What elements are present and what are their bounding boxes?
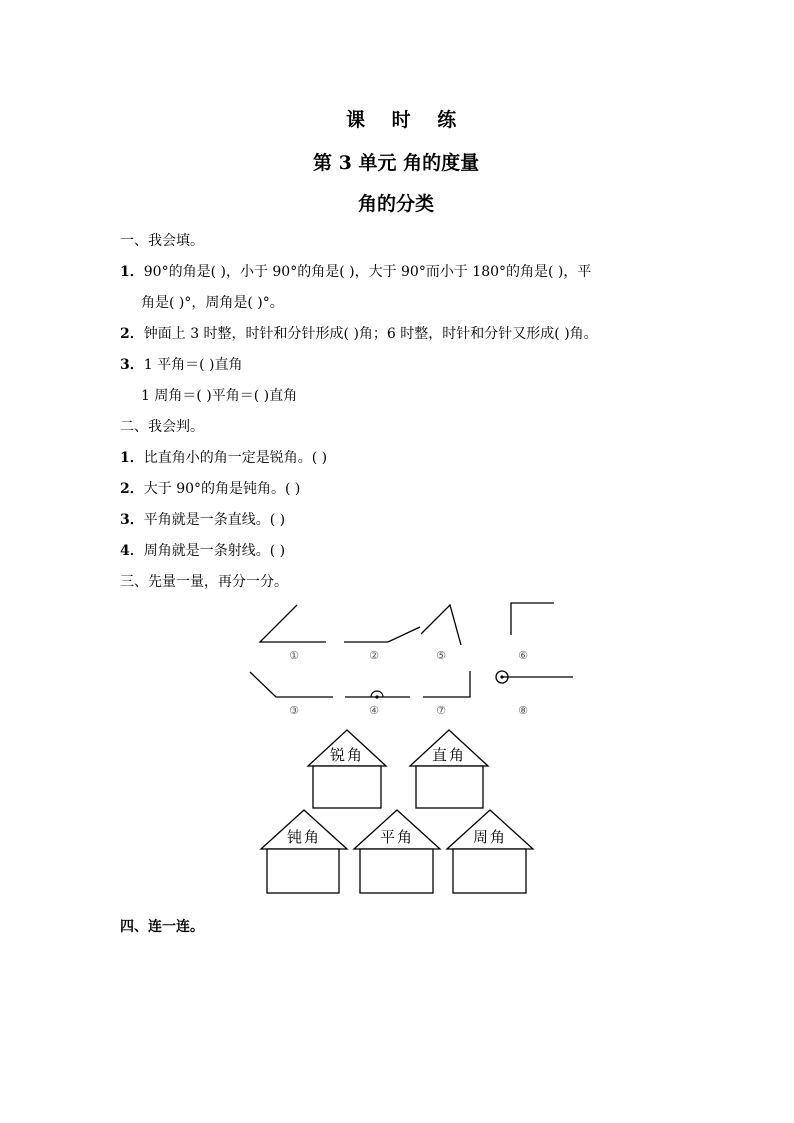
question-number: 1． xyxy=(120,264,144,280)
section-4-heading: 四、连一连。 xyxy=(120,919,204,935)
house-label-right: 直角 xyxy=(431,746,467,764)
house-straight-body xyxy=(360,849,433,893)
angle-2-shape xyxy=(344,627,420,642)
angle-7-shape xyxy=(423,671,470,697)
house-acute-body xyxy=(313,766,381,808)
item-number: 3． xyxy=(120,512,144,528)
item-text: 平角就是一条直线。( ) xyxy=(143,512,286,528)
house-right-body xyxy=(416,766,483,808)
question-3-line-2: 1 周角＝( )平角＝( )直角 xyxy=(141,388,298,404)
angle-1-shape xyxy=(260,605,326,642)
item-text: 周角就是一条射线。( ) xyxy=(143,543,286,559)
section-3-heading: 三、先量一量，再分一分。 xyxy=(120,574,288,590)
house-label-acute: 锐角 xyxy=(329,746,365,764)
title-char-2: 时 xyxy=(391,109,411,131)
house-round-body xyxy=(453,849,526,893)
angle-5-shape xyxy=(421,605,461,645)
unit-title: 第 3 单元 角的度量 xyxy=(313,152,480,174)
angle-label-1: ① xyxy=(289,649,299,662)
item-number: 4． xyxy=(120,543,144,559)
title-char-3: 练 xyxy=(437,109,457,131)
angle-3-shape xyxy=(250,672,333,697)
angle-label-8: ⑧ xyxy=(518,704,528,717)
angle-4-vertex xyxy=(375,695,378,698)
question-text: 钟面上 3 时整，时针和分针形成( )角；6 时整，时针和分针又形成( )角。 xyxy=(143,326,598,342)
item-number: 1． xyxy=(120,450,144,466)
question-number: 3． xyxy=(120,357,144,373)
item-text: 大于 90°的角是钝角。( ) xyxy=(143,481,301,497)
item-text: 比直角小的角一定是锐角。( ) xyxy=(143,450,328,466)
angle-label-6: ⑥ xyxy=(518,649,528,662)
angle-label-5: ⑤ xyxy=(436,649,446,662)
section-2-heading: 二、我会判。 xyxy=(120,419,204,435)
item-number: 2． xyxy=(120,481,144,497)
question-number: 2． xyxy=(120,326,144,342)
angle-label-3: ③ xyxy=(289,704,299,717)
angle-label-2: ② xyxy=(369,649,379,662)
house-label-straight: 平角 xyxy=(379,828,415,846)
angle-label-7: ⑦ xyxy=(436,704,446,717)
angle-8-vertex xyxy=(500,675,503,678)
house-obtuse-body xyxy=(267,849,339,893)
angle-6-shape xyxy=(511,603,554,635)
angle-label-4: ④ xyxy=(369,704,379,717)
house-label-obtuse: 钝角 xyxy=(286,828,322,846)
title-char-1: 课 xyxy=(346,109,366,131)
section-1-heading: 一、我会填。 xyxy=(120,233,204,249)
classification-houses xyxy=(0,720,794,910)
house-label-round: 周角 xyxy=(472,828,508,846)
question-1-line-2: 角是( )°，周角是( )°。 xyxy=(141,295,284,311)
question-text: 1 平角＝( )直角 xyxy=(143,357,243,373)
lesson-title: 角的分类 xyxy=(358,193,435,215)
question-text: 90°的角是( )，小于 90°的角是( )，大于 90°而小于 180°的角是( )，平 xyxy=(143,264,592,280)
